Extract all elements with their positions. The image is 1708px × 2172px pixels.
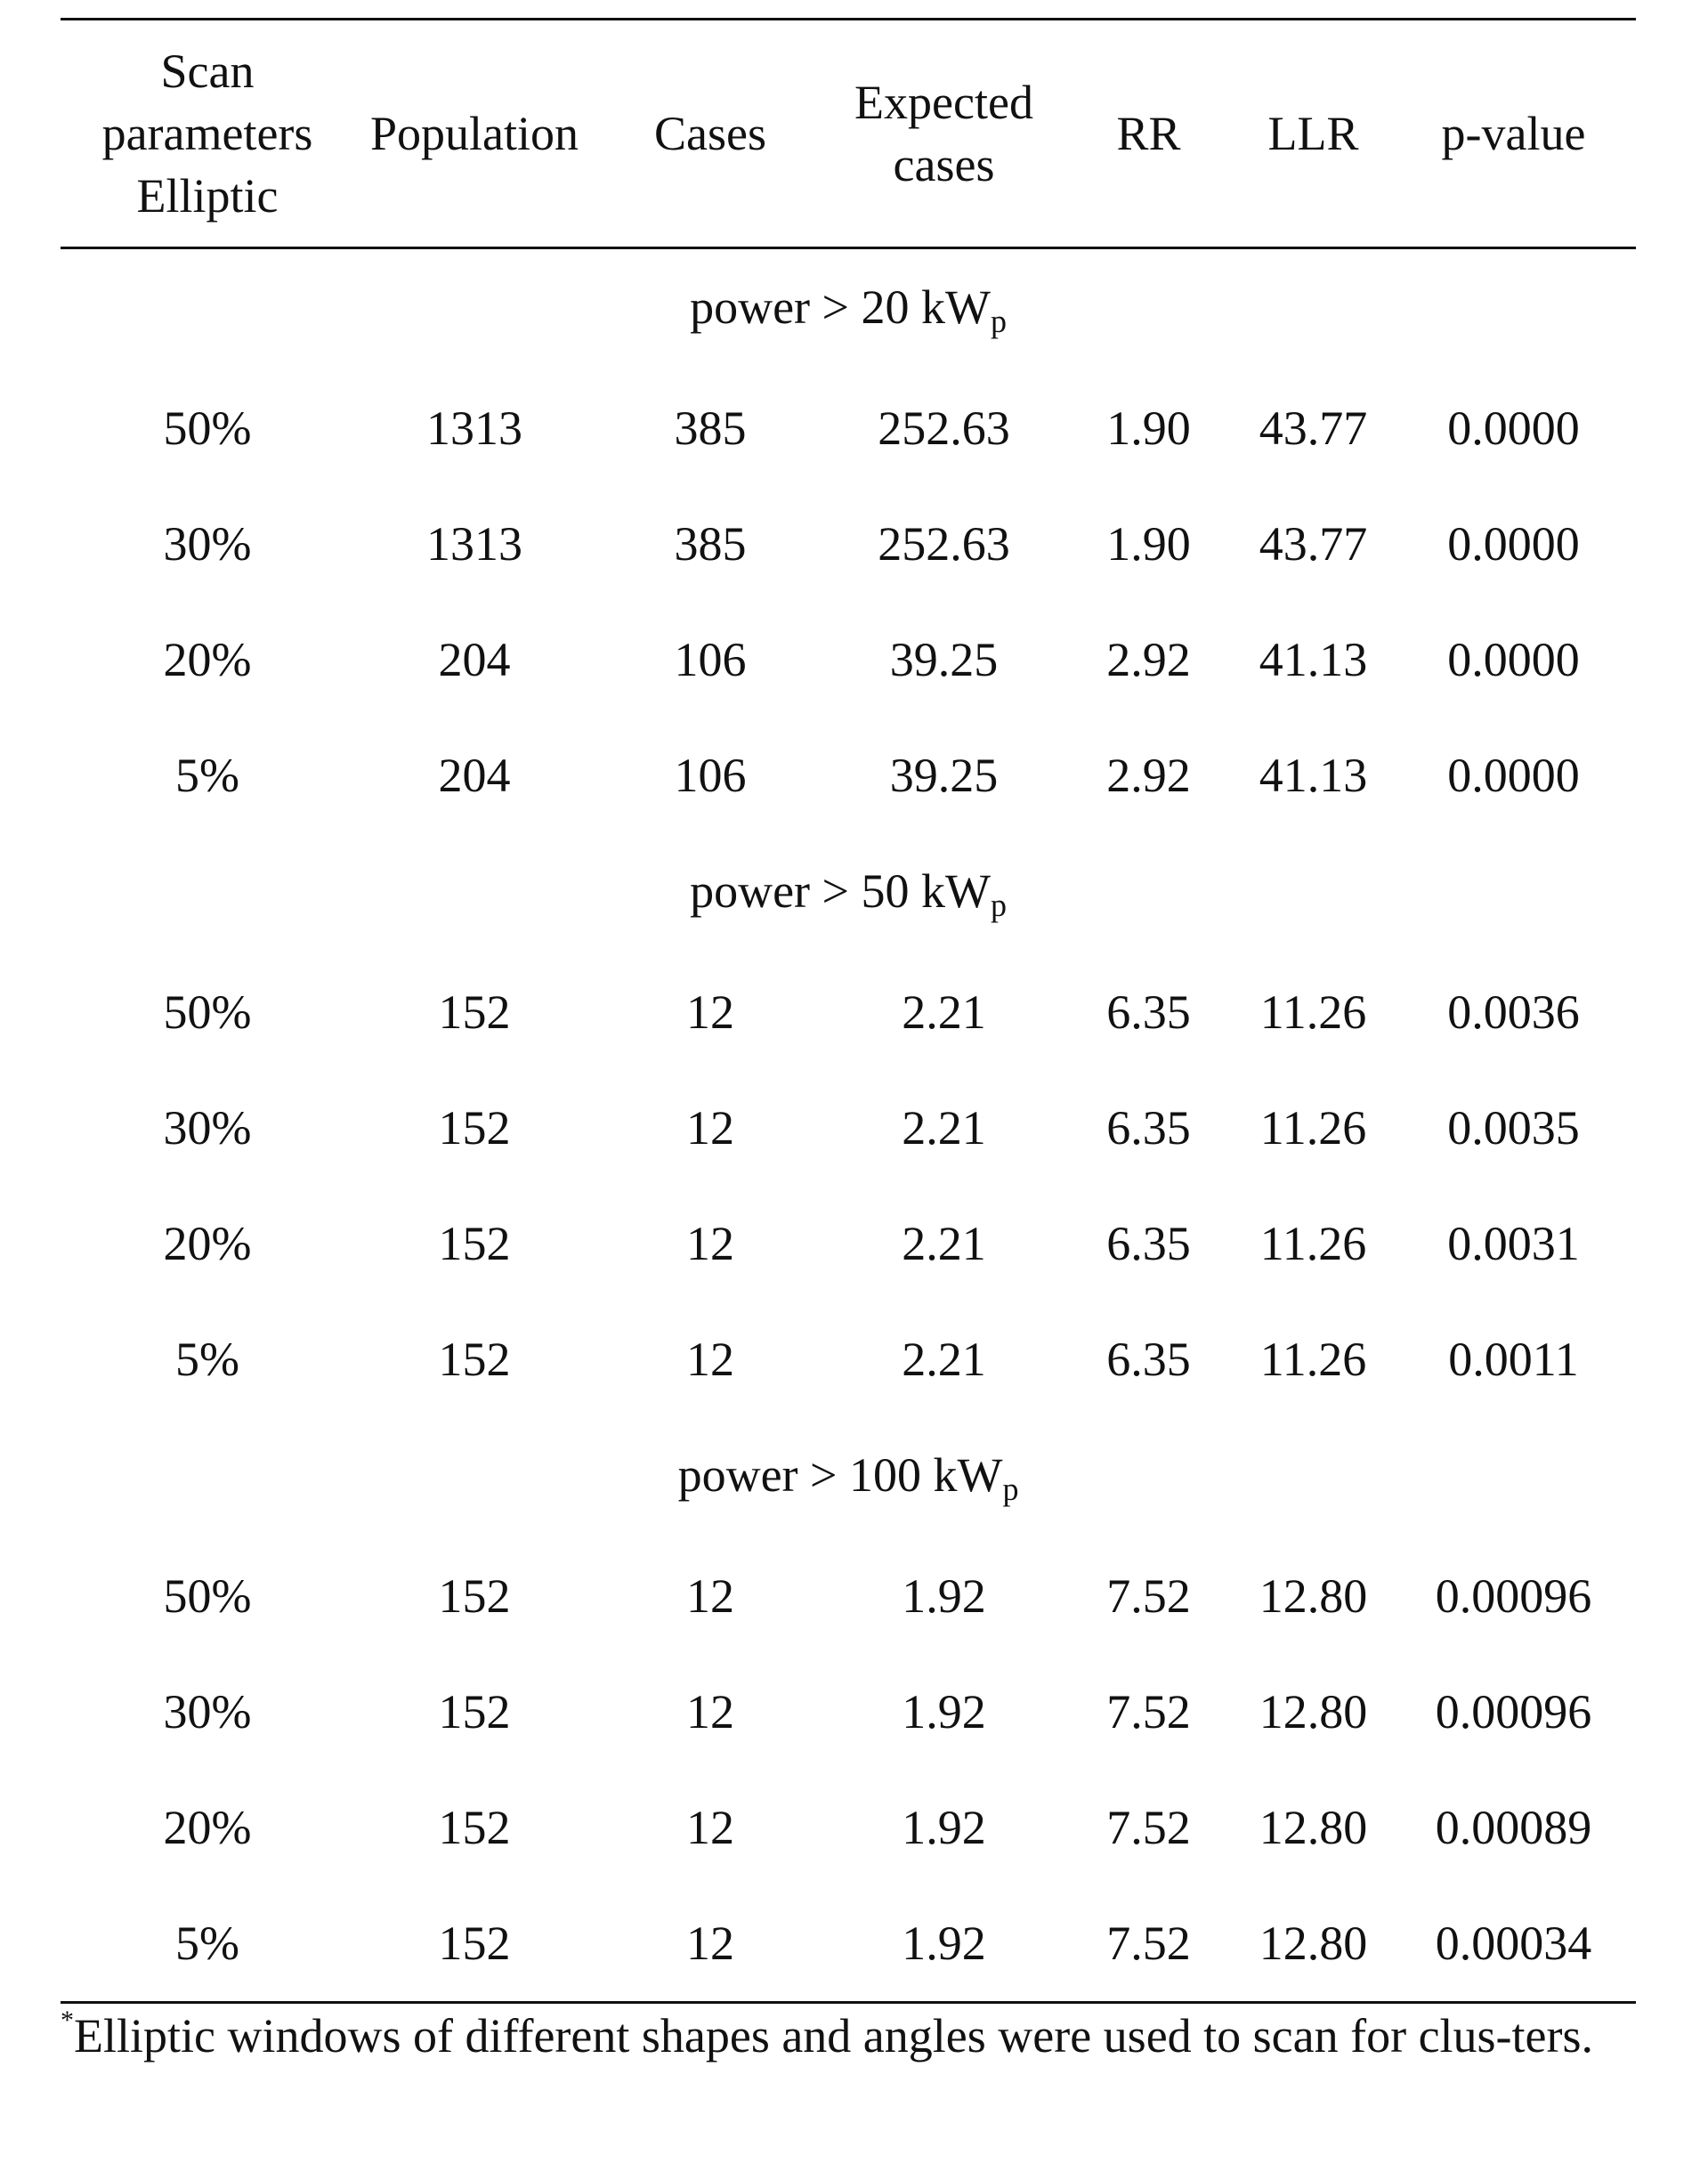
section-label bbox=[61, 833, 1636, 954]
table-cell: 12 bbox=[686, 1333, 734, 1386]
table-cell: 11.26 bbox=[1259, 1217, 1367, 1270]
results-table-body bbox=[61, 249, 1636, 2001]
table-cell: 43.77 bbox=[1259, 401, 1368, 455]
table-cell: 7.52 bbox=[1106, 1917, 1191, 1970]
header-population bbox=[354, 20, 595, 247]
table-cell: 39.25 bbox=[889, 633, 999, 686]
header-line: Population bbox=[369, 107, 579, 160]
table-cell: 30% bbox=[163, 1101, 252, 1155]
table-cell: 252.63 bbox=[878, 517, 1010, 571]
table-cell: 11.26 bbox=[1259, 1101, 1367, 1155]
table-cell: 106 bbox=[674, 749, 747, 802]
footnote bbox=[61, 1991, 1636, 2065]
table-cell: 2.92 bbox=[1106, 749, 1191, 802]
table-cell: 0.0035 bbox=[1447, 1101, 1580, 1155]
header-line: Cases bbox=[654, 107, 766, 160]
table-cell: 204 bbox=[438, 633, 511, 686]
table-cell: 0.0000 bbox=[1447, 517, 1580, 571]
header-line: Scan bbox=[160, 45, 255, 98]
table-cell: 39.25 bbox=[889, 749, 999, 802]
table-cell: 11.26 bbox=[1259, 1333, 1367, 1386]
table-cell: 0.00034 bbox=[1435, 1917, 1592, 1970]
table-cell: 41.13 bbox=[1259, 633, 1368, 686]
table-cell: 2.21 bbox=[902, 985, 986, 1039]
table-cell: 20% bbox=[163, 1217, 252, 1270]
table-cell: 6.35 bbox=[1106, 1101, 1191, 1155]
table-cell: 385 bbox=[674, 401, 747, 455]
section-label-text: power > 20 kW bbox=[690, 280, 991, 334]
header-line: parameters bbox=[101, 107, 313, 160]
table-cell: 7.52 bbox=[1106, 1801, 1191, 1854]
table-cell: 152 bbox=[438, 985, 511, 1039]
table-body bbox=[61, 249, 1636, 2001]
table-cell: 7.52 bbox=[1106, 1569, 1191, 1623]
section-label-text: power > 50 kW bbox=[690, 864, 991, 918]
table-cell: 385 bbox=[674, 517, 747, 571]
table-cell: 1313 bbox=[426, 401, 522, 455]
table-cell: 12 bbox=[686, 1217, 734, 1270]
footnote-marker: * bbox=[61, 2006, 74, 2035]
section-label-text: power > 100 kW bbox=[677, 1448, 1003, 1502]
section-label-subscript: p bbox=[990, 887, 1007, 923]
table-row bbox=[61, 1770, 1636, 1885]
results-table bbox=[61, 20, 1636, 247]
header-llr bbox=[1235, 20, 1391, 247]
header-p-value bbox=[1391, 20, 1636, 247]
table-cell: 30% bbox=[163, 517, 252, 571]
table-cell: 41.13 bbox=[1259, 749, 1368, 802]
table-cell: 5% bbox=[175, 1333, 239, 1386]
results-table-container bbox=[61, 18, 1636, 2004]
table-cell: 2.21 bbox=[902, 1333, 986, 1386]
table-cell: 6.35 bbox=[1106, 985, 1191, 1039]
table-cell: 0.0000 bbox=[1447, 401, 1580, 455]
table-cell: 152 bbox=[438, 1333, 511, 1386]
table-row bbox=[61, 1070, 1636, 1186]
table-cell: 12.80 bbox=[1259, 1801, 1368, 1854]
table-row bbox=[61, 1186, 1636, 1301]
table-cell: 6.35 bbox=[1106, 1217, 1191, 1270]
table-cell: 252.63 bbox=[878, 401, 1010, 455]
section-label bbox=[61, 1417, 1636, 1538]
header-line: RR bbox=[1116, 107, 1181, 160]
table-cell: 12 bbox=[686, 1569, 734, 1623]
header-line: Elliptic bbox=[136, 169, 279, 223]
header-line: Expected bbox=[854, 76, 1033, 129]
table-cell: 1.92 bbox=[902, 1685, 986, 1738]
header-line: cases bbox=[893, 138, 995, 191]
table-row bbox=[61, 1654, 1636, 1770]
table-cell: 0.0000 bbox=[1447, 633, 1580, 686]
section-header-row bbox=[61, 249, 1636, 370]
table-cell: 12 bbox=[686, 1801, 734, 1854]
table-cell: 0.0000 bbox=[1447, 749, 1580, 802]
header-expected-cases bbox=[826, 20, 1062, 247]
table-cell: 20% bbox=[163, 633, 252, 686]
table-row bbox=[61, 370, 1636, 486]
section-label-subscript: p bbox=[1002, 1471, 1019, 1507]
table-cell: 7.52 bbox=[1106, 1685, 1191, 1738]
table-cell: 43.77 bbox=[1259, 517, 1368, 571]
table-cell: 1.92 bbox=[902, 1801, 986, 1854]
section-label bbox=[61, 249, 1636, 370]
table-cell: 204 bbox=[438, 749, 511, 802]
table-cell: 2.21 bbox=[902, 1101, 986, 1155]
table-row bbox=[61, 1301, 1636, 1417]
table-cell: 2.92 bbox=[1106, 633, 1191, 686]
table-cell: 5% bbox=[175, 749, 239, 802]
table-cell: 152 bbox=[438, 1101, 511, 1155]
table-cell: 50% bbox=[163, 985, 252, 1039]
table-cell: 106 bbox=[674, 633, 747, 686]
table-cell: 50% bbox=[163, 1569, 252, 1623]
table-row bbox=[61, 1538, 1636, 1654]
table-cell: 0.0031 bbox=[1447, 1217, 1580, 1270]
table-cell: 12.80 bbox=[1259, 1685, 1368, 1738]
header-cases bbox=[595, 20, 826, 247]
table-cell: 6.35 bbox=[1106, 1333, 1191, 1386]
table-cell: 0.00096 bbox=[1435, 1569, 1592, 1623]
table-cell: 152 bbox=[438, 1685, 511, 1738]
table-cell: 1313 bbox=[426, 517, 522, 571]
table-row bbox=[61, 602, 1636, 717]
section-label-subscript: p bbox=[990, 304, 1007, 339]
table-cell: 1.92 bbox=[902, 1917, 986, 1970]
table-cell: 12.80 bbox=[1259, 1917, 1368, 1970]
table-cell: 152 bbox=[438, 1917, 511, 1970]
section-header-row bbox=[61, 833, 1636, 954]
table-row bbox=[61, 717, 1636, 833]
table-row bbox=[61, 954, 1636, 1070]
table-cell: 0.0011 bbox=[1448, 1333, 1579, 1386]
table-cell: 0.00089 bbox=[1435, 1801, 1592, 1854]
table-cell: 12 bbox=[686, 1917, 734, 1970]
header-scan-parameters bbox=[61, 20, 354, 247]
table-cell: 5% bbox=[175, 1917, 239, 1970]
table-cell: 2.21 bbox=[902, 1217, 986, 1270]
table-cell: 12 bbox=[686, 1101, 734, 1155]
table-cell: 20% bbox=[163, 1801, 252, 1854]
table-cell: 152 bbox=[438, 1569, 511, 1623]
table-cell: 12 bbox=[686, 985, 734, 1039]
table-cell: 152 bbox=[438, 1217, 511, 1270]
header-line: p-value bbox=[1441, 107, 1586, 160]
table-cell: 1.90 bbox=[1106, 401, 1191, 455]
header-rr bbox=[1062, 20, 1235, 247]
header-row bbox=[61, 20, 1636, 247]
table-cell: 12 bbox=[686, 1685, 734, 1738]
table-cell: 50% bbox=[163, 401, 252, 455]
table-cell: 0.00096 bbox=[1435, 1685, 1592, 1738]
table-cell: 1.92 bbox=[902, 1569, 986, 1623]
table-cell: 152 bbox=[438, 1801, 511, 1854]
header-line: LLR bbox=[1267, 107, 1359, 160]
table-cell: 1.90 bbox=[1106, 517, 1191, 571]
table-cell: 12.80 bbox=[1259, 1569, 1368, 1623]
table-cell: 0.0036 bbox=[1447, 985, 1580, 1039]
table-row bbox=[61, 1885, 1636, 2001]
table-row bbox=[61, 486, 1636, 602]
footnote-text: Elliptic windows of different shapes and angles were used to scan for clus-ters. bbox=[74, 2009, 1594, 2063]
section-header-row bbox=[61, 1417, 1636, 1538]
table-cell: 30% bbox=[163, 1685, 252, 1738]
table-cell: 11.26 bbox=[1259, 985, 1367, 1039]
